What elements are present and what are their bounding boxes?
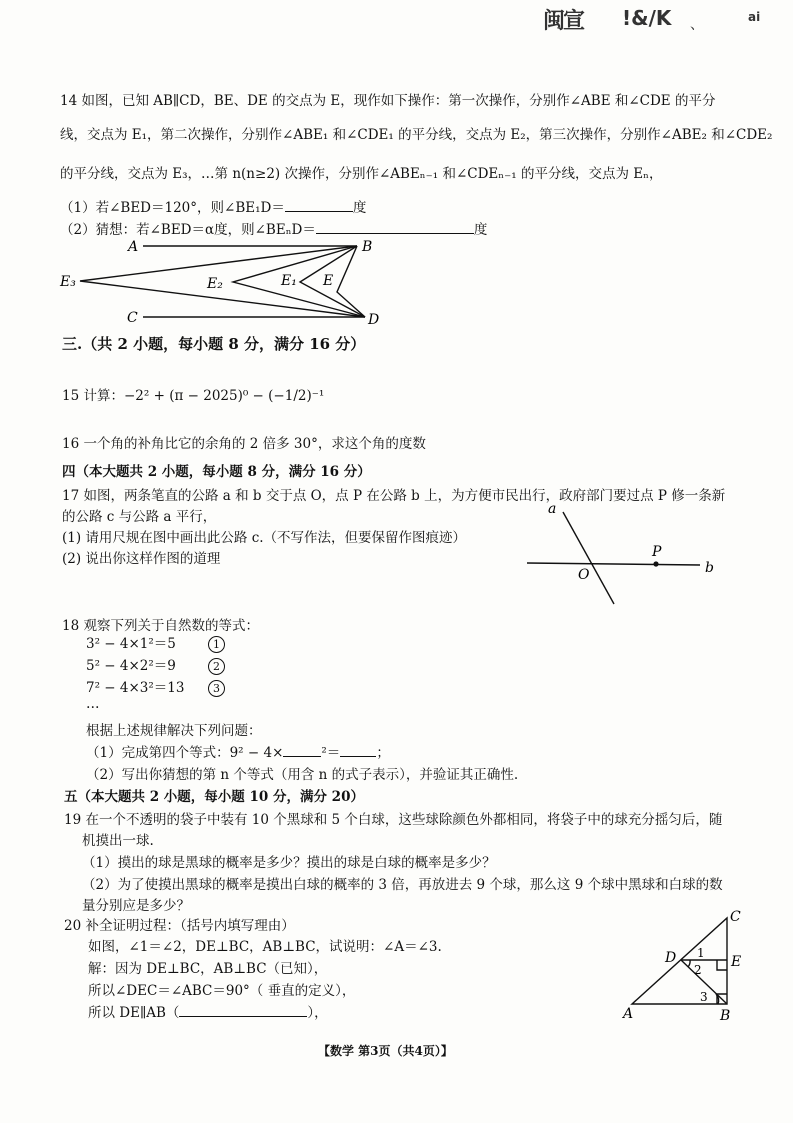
q14-label-a: A [128, 239, 139, 255]
q20-right-angle-e [717, 960, 727, 970]
q14-label-c: C [127, 310, 138, 326]
q19-sub2a: （2）为了使摸出黑球的概率是摸出白球的概率的 3 倍，再放进去 9 个球，那么这 9 个球中黑球和白球的数 [82, 877, 723, 893]
q14-label-b: B [362, 239, 373, 255]
q14-label-d: D [368, 312, 380, 328]
q18-sub1-end: ； [376, 745, 390, 761]
q14-sub1-text: （1）若∠BED＝120°，则∠BE₁D＝ [60, 200, 285, 216]
q20-label-d: D [665, 950, 677, 966]
stamp-mark-2: !&/K [622, 6, 672, 30]
q14-line2: 线，交点为 E₁，第二次操作，分别作∠ABE₁ 和∠CDE₁ 的平分线，交点为 E₂，第三次操作，分别作∠ABE₂ 和∠CDE₂ [60, 127, 773, 143]
stamp-mark-1: 闽宣 [543, 9, 584, 34]
q14-label-e3: E₃ [60, 274, 76, 290]
q17-label-b: b [705, 560, 714, 576]
q20-angle-1: 1 [697, 946, 705, 960]
q17-label-p: P [652, 544, 662, 560]
q18-sub1-mid: ²＝ [321, 745, 341, 761]
q18-eq-2-mark: 2 [208, 658, 225, 675]
q14-sub2-text: （2）猜想：若∠BED＝α度，则∠BEₙD＝ [60, 222, 316, 238]
q16: 16 一个角的补角比它的余角的 2 倍多 30°，求这个角的度数 [62, 436, 426, 452]
q14-sub2-unit: 度 [473, 222, 488, 238]
q19-sub1: （1）摸出的球是黑球的概率是多少？摸出的球是白球的概率是多少？ [82, 855, 496, 871]
q19-line2: 机摸出一球. [82, 833, 154, 849]
q18-sub1-text: （1）完成第四个等式：9² − 4× [86, 745, 284, 761]
q17-sub2: (2) 说出你这样作图的道理 [62, 551, 221, 567]
q18-intro: 根据上述规律解决下列问题： [86, 723, 262, 739]
q20-label-c: C [730, 909, 741, 925]
q20-angle-3: 3 [700, 990, 708, 1004]
q20-line4-text: 所以 DE∥AB（ [88, 1005, 180, 1021]
q18-eq-1-text: 3² − 4×1²＝5 [86, 636, 176, 652]
q18-dots: … [86, 696, 100, 712]
q17-line1: 17 如图，两条笔直的公路 a 和 b 交于点 O，点 P 在公路 b 上，为方便市民出行，政府部门要过点 P 修一条新 [62, 488, 726, 504]
q20-title: 20 补全证明过程：（括号内填写理由） [64, 918, 295, 934]
q14-label-e2: E₂ [207, 276, 223, 292]
q19-line1: 19 在一个不透明的袋子中装有 10 个黑球和 5 个白球，这些球除颜色外都相同，将袋子中的球充分摇匀后，随 [64, 812, 723, 828]
q14-label-e1: E₁ [281, 273, 297, 289]
q14-line1: 14 如图，已知 AB∥CD，BE、DE 的交点为 E，现作如下操作：第一次操作，分别作∠ABE 和∠CDE 的平分 [60, 93, 716, 109]
q18-eq-1-mark: 1 [208, 636, 225, 653]
q18-eq-2-text: 5² − 4×2²＝9 [86, 658, 176, 674]
q14-label-e: E [323, 273, 334, 289]
q14-line3: 的平分线，交点为 E₃，…第 n(n≥2) 次操作，分别作∠ABEₙ₋₁ 和∠CDEₙ₋₁ 的平分线，交点为 Eₙ， [60, 166, 663, 182]
q20-angle-2: 2 [694, 963, 702, 977]
q20-label-e: E [731, 954, 742, 970]
q20-line4-end: ）， [307, 1005, 328, 1021]
q15-expression: −2² + (π − 2025)⁰ − (−1/2)⁻¹ [123, 388, 325, 404]
q20-line2: 解：因为 DE⊥BC，AB⊥BC（已知）， [88, 961, 328, 977]
q15-label: 15 计算： [62, 388, 124, 404]
section5-heading: 五（本大题共 2 小题，每小题 10 分，满分 20） [64, 789, 364, 805]
q20-line1: 如图，∠1＝∠2，DE⊥BC，AB⊥BC，试说明：∠A＝∠3. [88, 939, 442, 955]
q18-eq-3-text: 7² − 4×3²＝13 [86, 680, 185, 696]
stamp-mark-3: 、 [690, 17, 704, 33]
q20-line3: 所以∠DEC＝∠ABC＝90°（ 垂直的定义）， [88, 983, 356, 999]
q17-label-o: O [578, 567, 590, 583]
q20-label-a: A [623, 1006, 634, 1022]
q20-angle-arc-2 [688, 960, 690, 967]
q18-title: 18 观察下列关于自然数的等式： [62, 618, 259, 634]
q17-sub1: (1) 请用尺规在图中画出此公路 c.（不写作法，但要保留作图痕迹） [62, 530, 467, 546]
stamp-mark-4: ai [748, 10, 761, 24]
q20-label-b: B [720, 1008, 731, 1024]
q18-eq-3-mark: 3 [208, 680, 225, 697]
q19-sub2b: 量分别应是多少？ [82, 898, 190, 914]
q17-label-a: a [548, 501, 557, 517]
section4-heading: 四（本大题共 2 小题，每小题 8 分，满分 16 分） [62, 464, 371, 480]
q14-sub1-unit: 度 [352, 200, 367, 216]
page-footer: 【数学 第3页（共4页）】 [318, 1044, 453, 1058]
section3-heading: 三.（共 2 小题，每小题 8 分，满分 16 分） [62, 335, 366, 353]
q17-line2: 的公路 c 与公路 a 平行， [62, 509, 217, 525]
q18-sub2: （2）写出你猜想的第 n 个等式（用含 n 的式子表示），并验证其正确性. [86, 767, 519, 783]
